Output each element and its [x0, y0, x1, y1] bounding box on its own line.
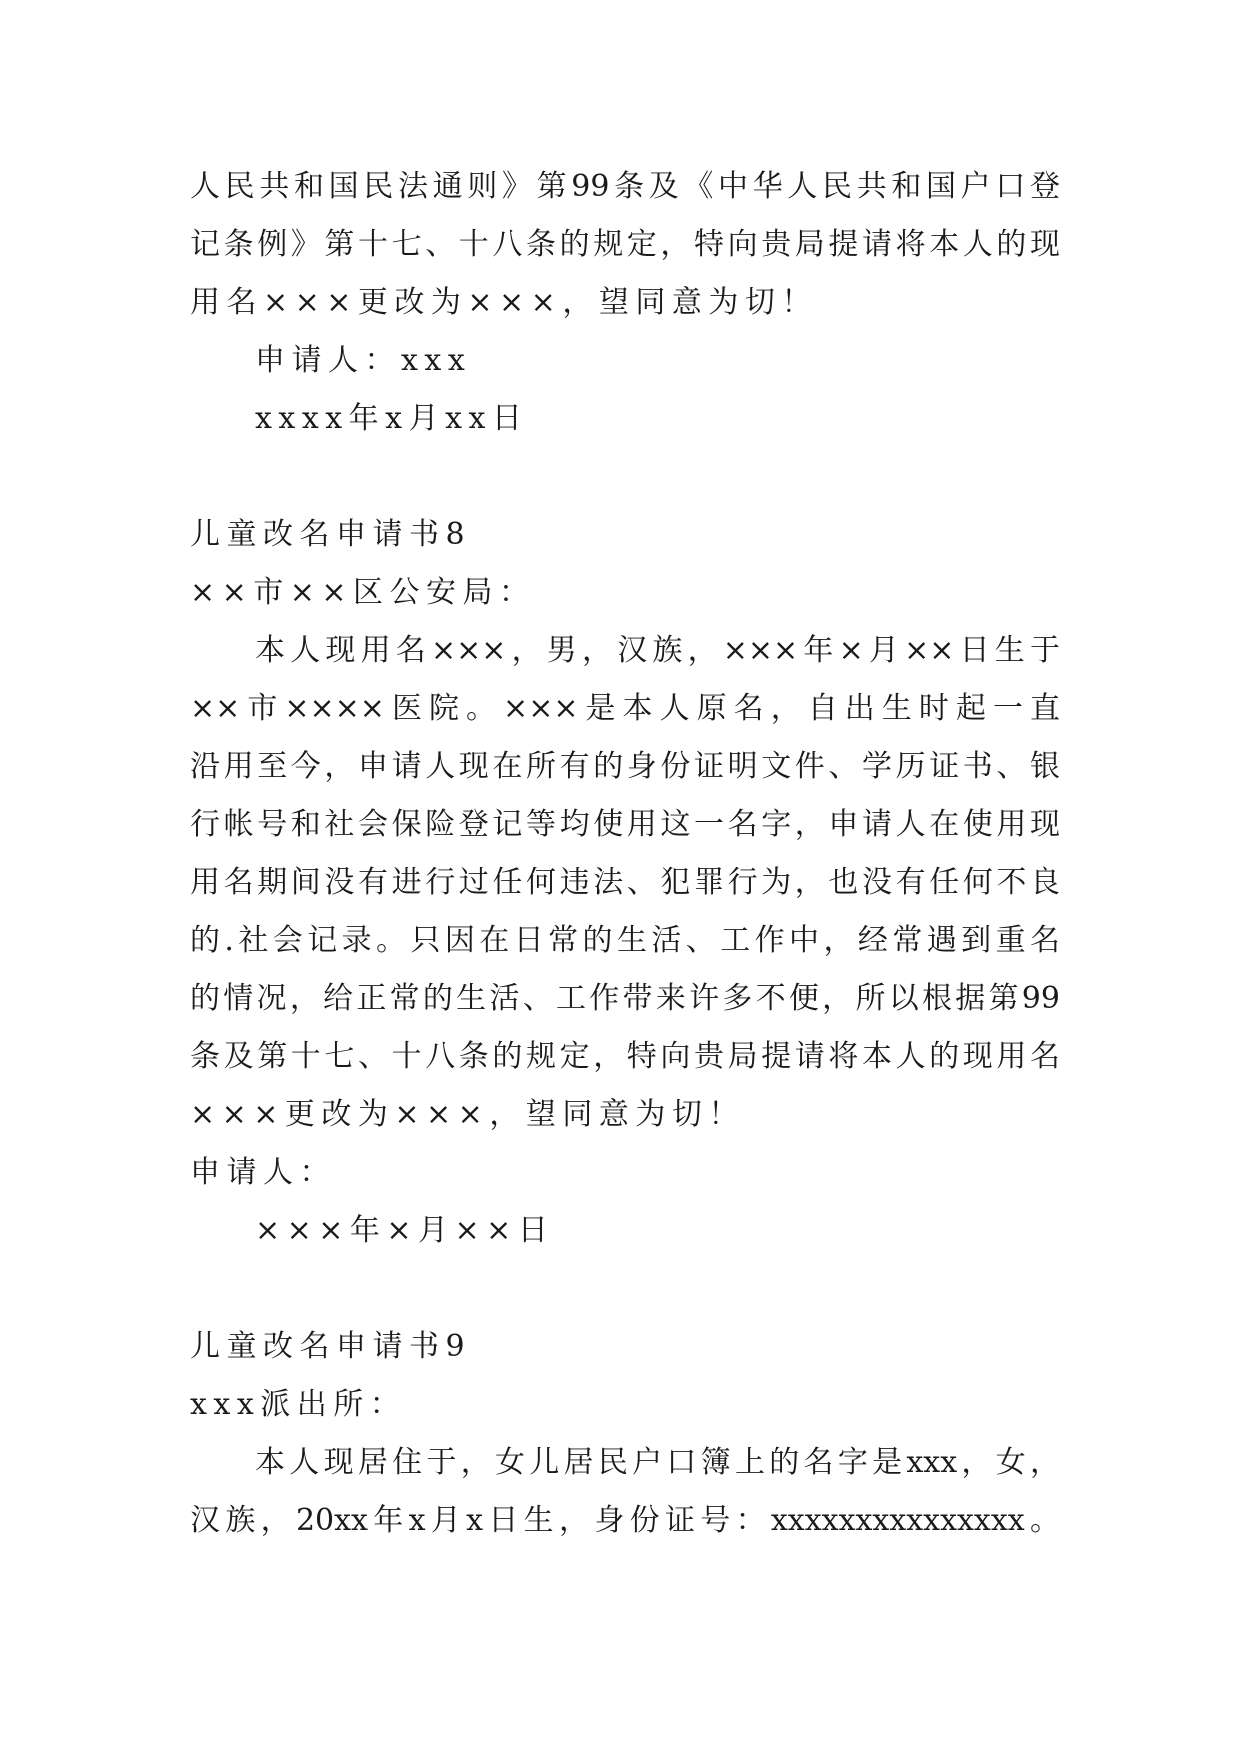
- addressee-line: ××市××区公安局：: [190, 575, 536, 610]
- paragraph-line: 用名×××更改为×××，望同意为切！: [190, 285, 818, 320]
- paragraph-line: 条及第十七、十八条的规定，特向贵局提请将本人的现用名: [190, 1039, 1060, 1074]
- paragraph-line: 本人现居住于，女儿居民户口簿上的名字是xxx，女，: [255, 1445, 1060, 1480]
- paragraph-line: ×××更改为×××，望同意为切！: [190, 1097, 745, 1132]
- addressee-line: xxx派出所：: [190, 1387, 407, 1422]
- paragraph-line: 人民共和国民法通则》第99条及《中华人民共和国户口登: [190, 169, 1060, 204]
- applicant-line: 申请人：: [190, 1155, 336, 1190]
- document-page: [190, 158, 1060, 1550]
- date-line: xxxx年x月xx日: [255, 401, 529, 436]
- date-line: ×××年×月××日: [255, 1213, 555, 1248]
- paragraph-line: 的情况，给正常的生活、工作带来许多不便，所以根据第99: [190, 981, 1060, 1016]
- paragraph-line: 用名期间没有进行过任何违法、犯罪行为，也没有任何不良: [190, 865, 1060, 900]
- section-gap: [190, 448, 1060, 506]
- applicant-line: 申请人：xxx: [255, 343, 472, 378]
- paragraph-line: 本人现用名×××，男，汉族，×××年×月××日生于: [255, 633, 1060, 668]
- paragraph-line: 记条例》第十七、十八条的规定，特向贵局提请将本人的现: [190, 227, 1060, 262]
- section-title: 儿童改名申请书9: [190, 1329, 472, 1364]
- paragraph-line: ××市××××医院。×××是本人原名，自出生时起一直: [190, 691, 1060, 726]
- paragraph-line: 行帐号和社会保险登记等均使用这一名字，申请人在使用现: [190, 807, 1060, 842]
- paragraph-line: 汉族，20xx年x月x日生，身份证号：xxxxxxxxxxxxxxx。: [190, 1503, 1060, 1538]
- section-title: 儿童改名申请书8: [190, 517, 472, 552]
- paragraph-line: 沿用至今，申请人现在所有的身份证明文件、学历证书、银: [190, 749, 1060, 784]
- paragraph-line: 的.社会记录。只因在日常的生活、工作中，经常遇到重名: [190, 923, 1060, 958]
- section-gap: [190, 1260, 1060, 1318]
